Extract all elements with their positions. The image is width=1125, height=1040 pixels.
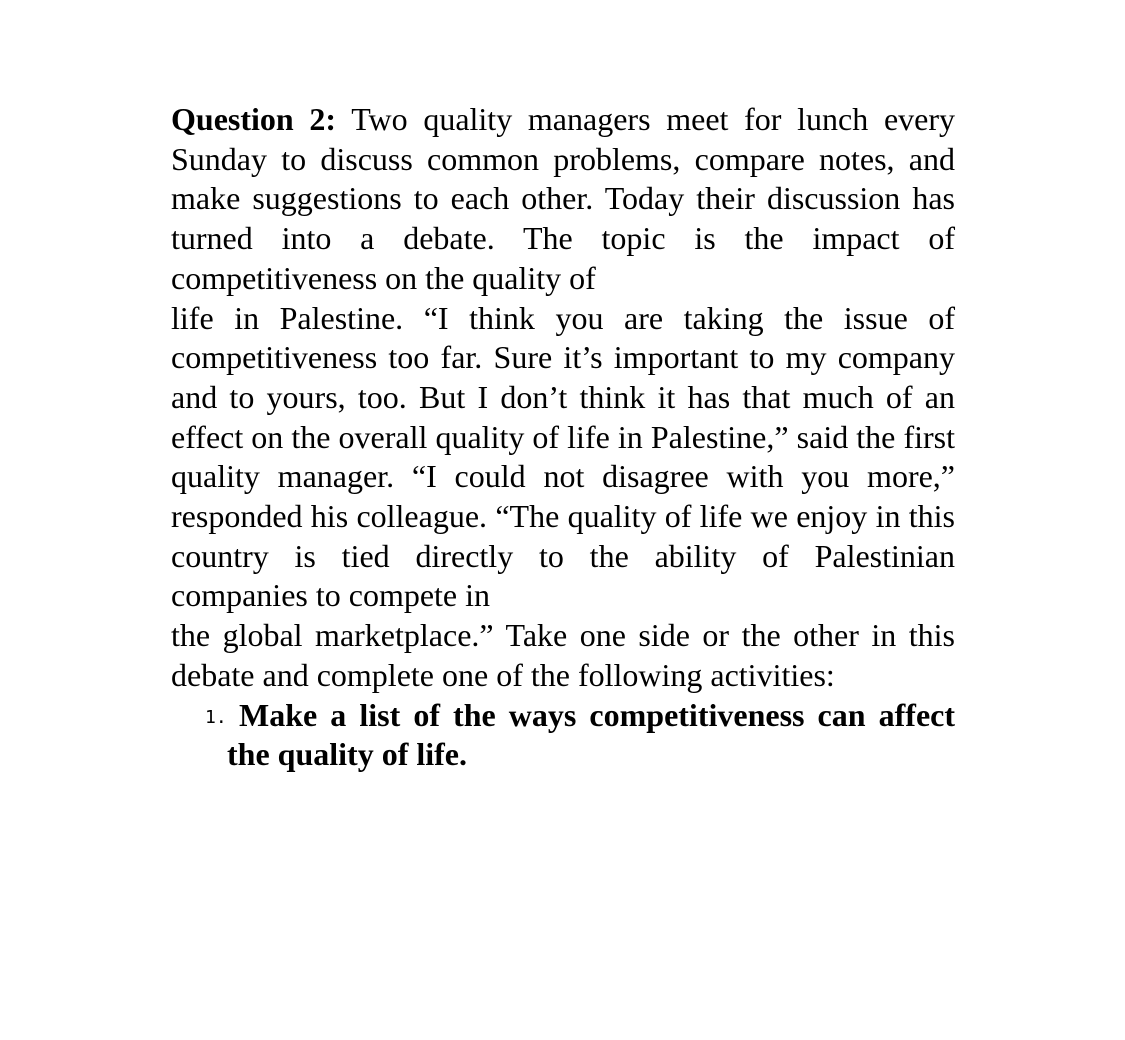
question-paragraph-3: [171, 616, 955, 695]
list-item-text: Make a list of the ways competitiveness can affect the quality of life.: [227, 696, 955, 773]
activity-list: [171, 696, 955, 775]
question-paragraph-2: [171, 299, 955, 617]
question-text-2: life in Palestine. “I think you are taking the issue of competitiveness too far. Sure it’s important to my company and to yours, too. But I don’t think it has that much of an effect on the overall quality of life in Palestine,” said the first quality manager. “I could not disagree with you more,” responded his colleague. “The quality of life we enjoy in this country is tied directly to the ability of Palestinian companies to compete in: [171, 299, 955, 614]
question-paragraph-1: [171, 100, 955, 299]
question-text-3: the global marketplace.” Take one side or the other in this debate and complete one of the following activities:: [171, 617, 955, 693]
list-item: [171, 696, 955, 775]
list-item-marker: 1.: [205, 706, 227, 728]
question-text-1: Two quality managers meet for lunch every Sunday to discuss common problems, compare notes, and make suggestions to each other. Today their discussion has turned into a debate. The topic is the impact of competitiveness on the quality of: [171, 101, 956, 296]
question-label: Question 2:: [171, 101, 337, 137]
document-page: [171, 100, 955, 775]
